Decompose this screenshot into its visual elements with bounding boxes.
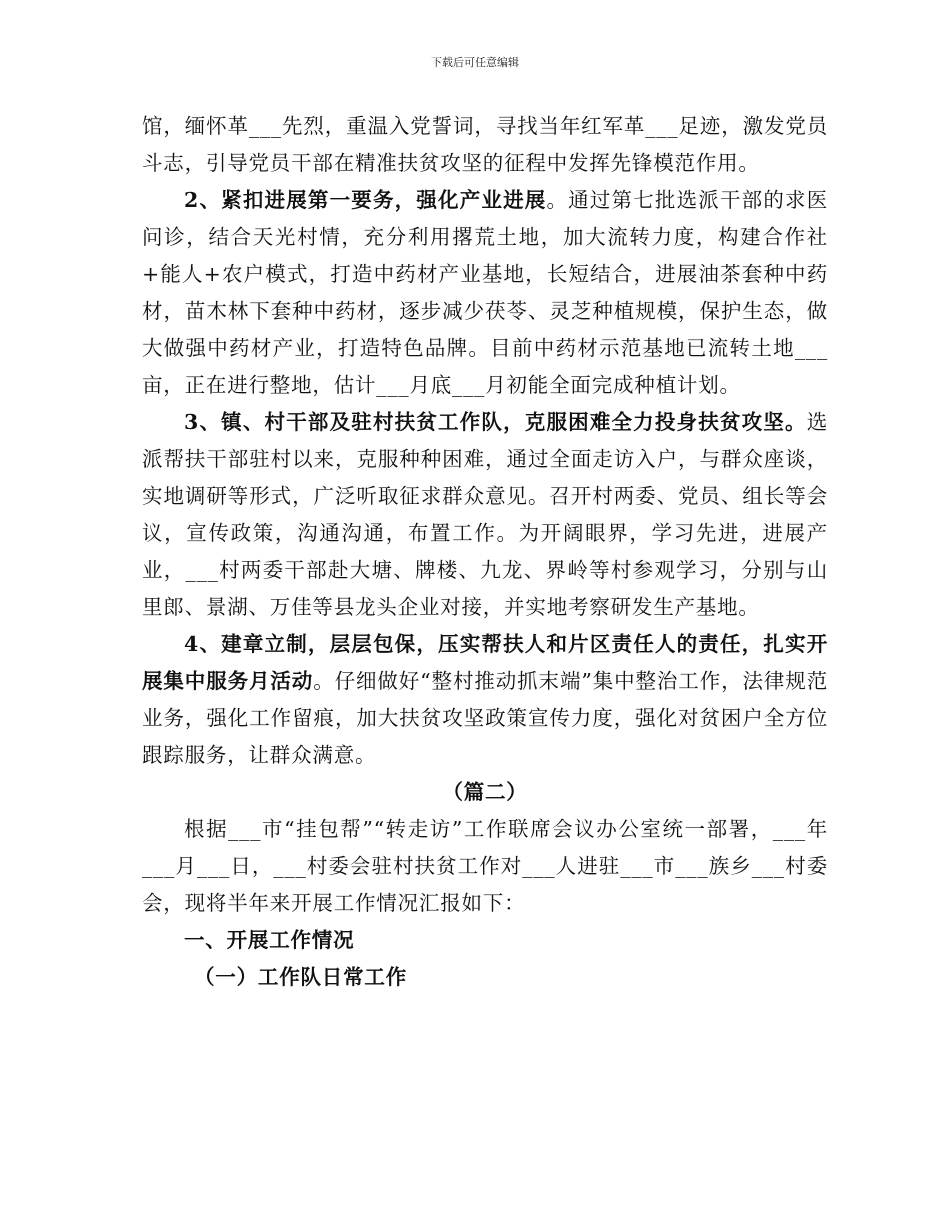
paragraph-item-4 <box>142 626 828 774</box>
paragraph-item-3 <box>142 404 828 626</box>
paragraph-item-4-heading: 4、建章立制，层层包保，压实帮扶人和片区责任人的责任，扎实开展集中服务月活动 <box>142 632 828 693</box>
paragraph-item-2-body: 。通过第七批选派干部的求医问诊，结合天光村情，充分利用撂荒土地，加大流转力度，构建合作社+能人+农户模式，打造中药材产业基地，长短结合，进展油茶套种中药材，苗木林下套种中药材，逐步减少茯苓、灵芝种植规模，保护生态，做大做强中药材产业，打造特色品牌。目前中药材示范基地已流转土地___亩，正在进行整地，估计___月底___月初能全面完成种植计划。 <box>142 188 828 397</box>
heading-level-2: （一）工作队日常工作 <box>194 965 407 989</box>
heading-level-1: 一、开展工作情况 <box>184 928 355 952</box>
paragraph-item-3-body: 选派帮扶干部驻村以来，克服种种困难，通过全面走访入户，与群众座谈，实地调研等形式，广泛听取征求群众意见。召开村两委、党员、组长等会议，宣传政策，沟通沟通，布置工作。为开阔眼界，学习先进，进展产业，___村两委干部赴大塘、牌楼、九龙、界岭等村参观学习，分别与山里郎、景湖、万佳等县龙头企业对接，并实地考察研发生产基地。 <box>142 410 828 619</box>
section-title: （篇二） <box>442 780 528 804</box>
paragraph-item-2-heading: 2、紧扣进展第一要务，强化产业进展 <box>184 188 547 212</box>
paragraph-item-3-heading: 3、镇、村干部及驻村扶贫工作队，克服困难全力投身扶贫攻坚。 <box>184 410 807 434</box>
document-body <box>142 108 828 996</box>
paragraph-continuation: 馆，缅怀革___先烈，重温入党誓词，寻找当年红军革___足迹，激发党员斗志，引导党员干部在精准扶贫攻坚的征程中发挥先锋模范作用。 <box>142 114 828 175</box>
paragraph-intro: 根据___市“挂包帮”“转走访”工作联席会议办公室统一部署，___年___月___日，___村委会驻村扶贫工作对___人进驻___市___族乡___村委会，现将半年来开展工作情况汇报如下： <box>142 817 828 915</box>
page-header: 下载后可任意编辑 <box>431 56 519 69</box>
paragraph-item-2 <box>142 182 828 404</box>
paragraph-item-4-body: 。仔细做好“整村推动抓末端”集中整治工作，法律规范业务，强化工作留痕，加大扶贫攻坚政策宣传力度，强化对贫困户全方位跟踪服务，让群众满意。 <box>142 669 828 767</box>
